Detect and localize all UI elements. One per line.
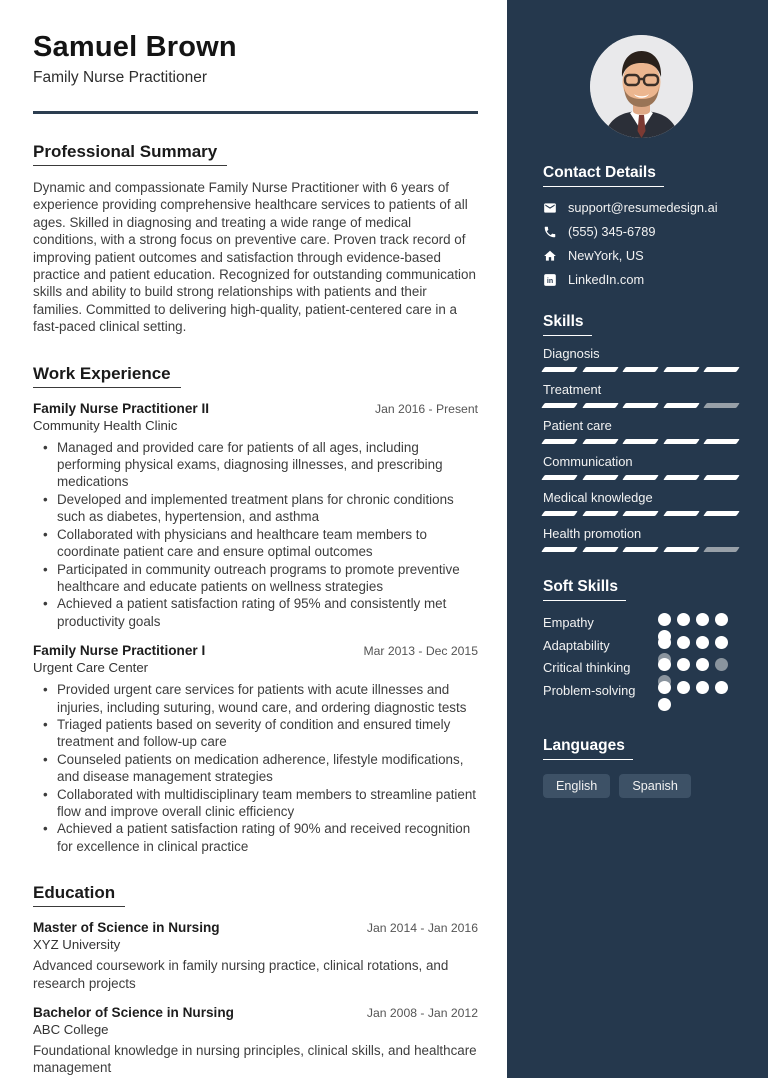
sidebar-section-soft-skills bbox=[543, 578, 740, 703]
job-dates: Jan 2016 - Present bbox=[375, 401, 478, 416]
skill-label: Medical knowledge bbox=[543, 490, 653, 505]
linkedin-icon bbox=[543, 273, 557, 287]
education-dates: Jan 2008 - Jan 2012 bbox=[366, 1006, 478, 1020]
job-role: Family Nurse Practitioner II bbox=[33, 400, 210, 416]
soft-skill-row bbox=[543, 636, 740, 659]
skill-label: Health promotion bbox=[543, 526, 642, 541]
job-bullet: • Collaborated with physicians and healthcare team members to coordinate patient care and ensure optimal outcomes bbox=[33, 526, 478, 561]
job-bullet: • Provided urgent care services for patients with acute illnesses and injuries, including suturing, wound care, and ordering diagnostic tests bbox=[33, 681, 478, 716]
job-company: Community Health Clinic bbox=[33, 417, 178, 433]
job-header bbox=[33, 401, 478, 416]
contact-text: support@resumedesign.ai bbox=[568, 200, 718, 215]
education-entry bbox=[33, 920, 478, 992]
job-entry bbox=[33, 401, 478, 630]
contact-text: (555) 345-6789 bbox=[568, 224, 656, 239]
section-work-experience bbox=[33, 364, 478, 856]
job-bullet: • Managed and provided care for patients of all ages, including performing physical exams, diagnosing illnesses, and prescribing medications bbox=[33, 439, 478, 491]
section-heading: Work Experience bbox=[33, 364, 181, 388]
person-job-title: Family Nurse Practitioner bbox=[33, 69, 207, 86]
header-divider bbox=[33, 111, 478, 114]
phone-icon bbox=[543, 225, 557, 239]
skill-bar bbox=[543, 439, 740, 444]
soft-skill-label: Empathy bbox=[543, 615, 594, 630]
job-bullet: • Collaborated with multidisciplinary team members to streamline patient flow and improve overall clinic efficiency bbox=[33, 786, 478, 821]
education-degree: Master of Science in Nursing bbox=[33, 920, 220, 936]
skill-row bbox=[543, 418, 740, 444]
svg-text:in: in bbox=[546, 277, 554, 285]
avatar-illustration bbox=[590, 35, 693, 138]
sidebar bbox=[507, 0, 768, 1078]
profile-photo bbox=[590, 35, 693, 138]
soft-skill-row bbox=[543, 658, 740, 681]
skill-label: Treatment bbox=[543, 382, 602, 397]
language-pill: Spanish bbox=[619, 774, 691, 798]
soft-skill-list bbox=[543, 613, 740, 703]
home-icon bbox=[543, 249, 557, 263]
education-degree: Bachelor of Science in Nursing bbox=[33, 1005, 234, 1020]
contact-item-location[interactable] bbox=[543, 248, 740, 263]
education-description: Advanced coursework in family nursing practice, clinical rotations, and research projects bbox=[33, 958, 449, 991]
job-header bbox=[33, 643, 478, 658]
skill-row bbox=[543, 526, 740, 552]
contact-list bbox=[543, 200, 740, 287]
job-bullet: • Achieved a patient satisfaction rating of 90% and received recognition for excellence in clinical practice bbox=[33, 820, 478, 855]
job-bullet: • Achieved a patient satisfaction rating of 95% and consistently met productivity goals bbox=[33, 595, 478, 630]
job-bullet: • Counseled patients on medication adherence, lifestyle modifications, and disease management strategies bbox=[33, 751, 478, 786]
section-heading: Professional Summary bbox=[33, 142, 227, 166]
education-dates: Jan 2014 - Jan 2016 bbox=[366, 921, 478, 936]
contact-item-email[interactable] bbox=[543, 200, 740, 215]
job-bullet: • Participated in community outreach programs to promote preventive healthcare and educate patients on wellness strategies bbox=[33, 561, 478, 596]
job-bullets bbox=[33, 681, 478, 855]
skill-bar bbox=[543, 475, 740, 480]
summary-text: Dynamic and compassionate Family Nurse Practitioner with 6 years of experience providing comprehensive healthcare services to patients of all ages. Skilled in diagnosing and treating a wide range of medical conditions, with a strong focus on preventive care. Proven track record of improving patient outcomes and satisfaction through evidence-based practice and patient education. Recognized for outstanding communication skills and ability to build strong relationships with patients and their families. Committed to delivering high-quality, patient-centered care in a fast-paced clinical setting. bbox=[33, 180, 476, 335]
contact-item-phone[interactable] bbox=[543, 224, 740, 239]
skill-label: Patient care bbox=[543, 418, 612, 433]
skill-row bbox=[543, 490, 740, 516]
skill-bar bbox=[543, 403, 740, 408]
skill-bar bbox=[543, 547, 740, 552]
sidebar-section-contact bbox=[543, 164, 740, 287]
language-pills bbox=[543, 774, 740, 798]
skill-bar bbox=[543, 367, 740, 372]
job-role: Family Nurse Practitioner I bbox=[33, 643, 206, 659]
sidebar-section-skills bbox=[543, 313, 740, 552]
email-icon bbox=[543, 201, 557, 215]
education-header bbox=[33, 920, 478, 935]
contact-item-linkedin[interactable] bbox=[543, 272, 740, 287]
person-name: Samuel Brown bbox=[33, 31, 237, 63]
sidebar-heading: Soft Skills bbox=[543, 578, 626, 601]
education-header bbox=[33, 1005, 478, 1020]
education-entry bbox=[33, 1005, 478, 1077]
skill-label: Communication bbox=[543, 454, 633, 469]
education-description: Foundational knowledge in nursing principles, clinical skills, and healthcare management bbox=[33, 1043, 477, 1076]
soft-skill-dots bbox=[658, 681, 728, 711]
job-bullets bbox=[33, 439, 478, 630]
job-company: Urgent Care Center bbox=[33, 660, 149, 676]
contact-text: NewYork, US bbox=[568, 248, 644, 263]
soft-skill-label: Problem-solving bbox=[543, 682, 636, 698]
main-column bbox=[33, 0, 478, 1077]
section-education bbox=[33, 883, 478, 1077]
job-bullet: • Developed and implemented treatment plans for chronic conditions such as diabetes, hypertension, and asthma bbox=[33, 491, 478, 526]
language-pill: English bbox=[543, 774, 610, 798]
soft-skill-row bbox=[543, 613, 740, 636]
skill-label: Diagnosis bbox=[543, 346, 600, 361]
soft-skill-label: Adaptability bbox=[543, 637, 610, 653]
contact-text: LinkedIn.com bbox=[568, 272, 645, 287]
sidebar-heading: Languages bbox=[543, 737, 633, 760]
section-heading: Education bbox=[33, 883, 125, 907]
sidebar-heading: Contact Details bbox=[543, 164, 664, 187]
soft-skill-label: Critical thinking bbox=[543, 660, 631, 675]
skill-bar bbox=[543, 511, 740, 516]
sidebar-heading: Skills bbox=[543, 313, 592, 336]
job-dates: Mar 2013 - Dec 2015 bbox=[363, 644, 478, 659]
education-school: ABC College bbox=[33, 1022, 109, 1037]
education-school: XYZ University bbox=[33, 937, 121, 953]
section-professional-summary bbox=[33, 142, 478, 336]
job-bullet: • Triaged patients based on severity of condition and ensured timely treatment and follow-up care bbox=[33, 716, 478, 751]
skill-row bbox=[543, 454, 740, 480]
soft-skill-row bbox=[543, 681, 740, 704]
skill-row bbox=[543, 382, 740, 408]
sidebar-section-languages bbox=[543, 737, 740, 798]
job-entry bbox=[33, 643, 478, 855]
skill-row bbox=[543, 346, 740, 372]
